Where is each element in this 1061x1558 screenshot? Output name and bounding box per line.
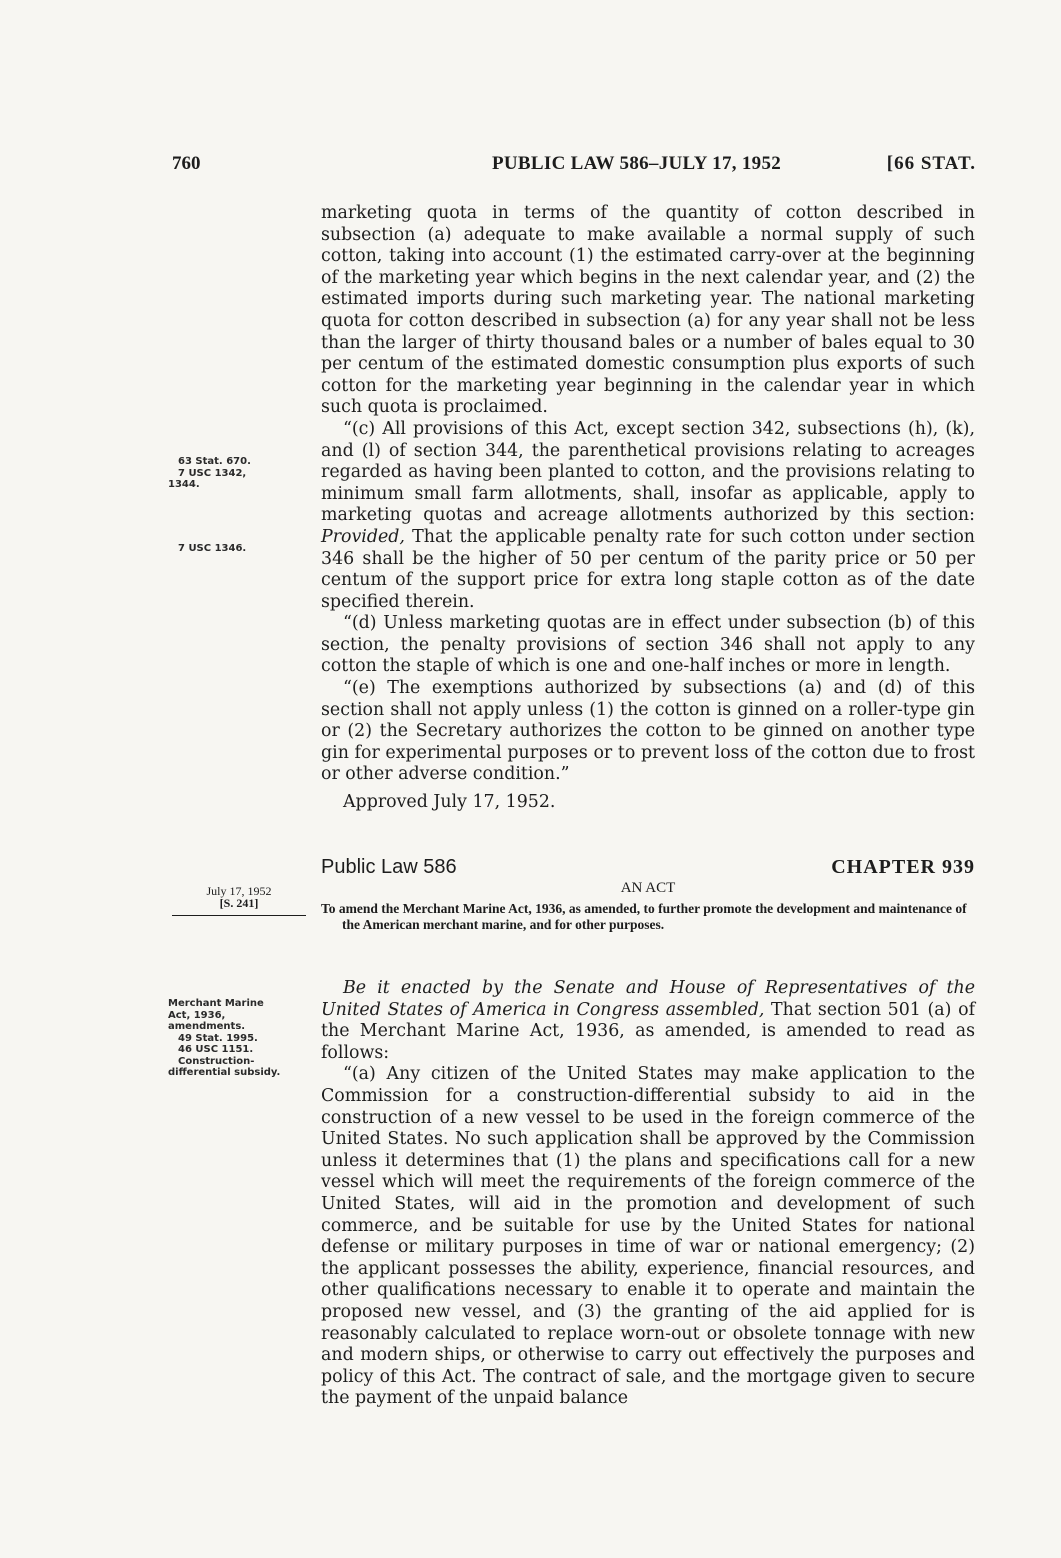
running-header bbox=[172, 153, 976, 177]
act-purpose: To amend the Merchant Marine Act, 1936, as amended, to further promote the development and maintenance of the American merchant marine, and for other purposes. bbox=[321, 901, 967, 932]
lower-body bbox=[321, 978, 975, 1410]
upper-body bbox=[321, 203, 975, 814]
section-c: “(c) All provisions of this Act, except section 342, subsections (h), (k), and (l) of section 344, the parenthetical provisions relating to acreages regarded as having been planted to cotton, and the provisions relating to minimum small farm allotments, shall, insofar as applicable, apply to marketing quotas and acreage allotments authorized by this section: Provided, That the applicable penalty rate for such cotton under section 346 shall be the higher of 50 per centum of the parity price or 50 per centum of the support price for extra long staple cotton as of the date specified therein. bbox=[321, 418, 976, 612]
bill-number: [S. 241] bbox=[219, 896, 259, 910]
public-law-heading bbox=[321, 856, 975, 882]
date-block bbox=[172, 885, 306, 909]
margin-note-1: 63 Stat. 670. 7 USC 1342, 1344. bbox=[168, 456, 251, 490]
approved-line: Approved July 17, 1952. bbox=[343, 792, 556, 813]
chapter-number: CHAPTER 939 bbox=[831, 856, 975, 878]
page-number: 760 bbox=[172, 153, 201, 174]
enacting-italic: Be it enacted by the Senate and House of Representatives of the United States of America in Congress assembled, bbox=[321, 978, 975, 1020]
section-501a: “(a) Any citizen of the United States may make application to the Commission for a construction-differential subsidy to aid in the construction of a new vessel to be used in the foreign commerce of the United States. No such application shall be approved by the Commission unless it determines that (1) the plans and specifications call for a new vessel which will meet the requirements of the foreign commerce of the United States, will aid in the promotion and development of such commerce, and be suitable for use by the United States for national defense or military purposes in time of war or national emergency; (2) the applicant possesses the ability, experience, financial resources, and other qualifications necessary to enable it to operate and maintain the proposed new vessel, and (3) the granting of the aid applied for is reasonably calculated to replace worn-out or obsolete tonnage with new and modern ships, or otherwise to carry out effectively the purposes and policy of this Act. The contract of sale, and the mortgage given to secure the payment of the unpaid balance bbox=[321, 1064, 975, 1409]
enacting-clause: Be it enacted by the Senate and House of Representatives of the United States of America in Congress assembled, That section 501 (a) of the Merchant Marine Act, 1936, as amended, is amended to read as follows: bbox=[321, 978, 976, 1063]
margin-note-3: Merchant Marine Act, 1936, amendments. 49 Stat. 1995. 46 USC 1151. Construction- differential subsidy. bbox=[168, 998, 281, 1078]
section-a-continued: marketing quota in terms of the quantity of cotton described in subsection (a) adequate to make available a normal supply of such cotton, taking into account (1) the estimated carry-over at the beginning of the marketing year which begins in the next calendar year, and (2) the estimated imports during such marketing year. The national marketing quota for cotton described in subsection (a) for any year shall not be less than the larger of thirty thousand bales or a number of bales equal to 30 per centum of the estimated domestic consumption plus exports of such cotton for the marketing year beginning in the calendar year in which such quota is proclaimed. bbox=[321, 203, 975, 418]
section-e: “(e) The exemptions authorized by subsections (a) and (d) of this section shall not apply unless (1) the cotton is ginned on a roller-type gin or (2) the Secretary authorizes the cotton to be ginned on another type gin for experimental purposes or to prevent loss of the cotton due to frost or other adverse condition.” bbox=[321, 678, 975, 785]
section-d: “(d) Unless marketing quotas are in effect under subsection (b) of this section, the penalty provisions of section 346 shall not apply to any cotton the staple of which is one and one-half inches or more in length. bbox=[321, 613, 975, 677]
date-divider bbox=[172, 915, 306, 916]
enactment-date: July 17, 1952 bbox=[206, 884, 272, 898]
provided-italic: Provided, bbox=[321, 526, 405, 547]
running-title: PUBLIC LAW 586–JULY 17, 1952 bbox=[492, 153, 782, 174]
statute-reference: [66 STAT. bbox=[886, 153, 976, 174]
public-law-number: Public Law 586 bbox=[321, 856, 457, 878]
an-act-title: AN ACT bbox=[620, 880, 676, 896]
margin-note-2: 7 USC 1346. bbox=[178, 543, 247, 554]
